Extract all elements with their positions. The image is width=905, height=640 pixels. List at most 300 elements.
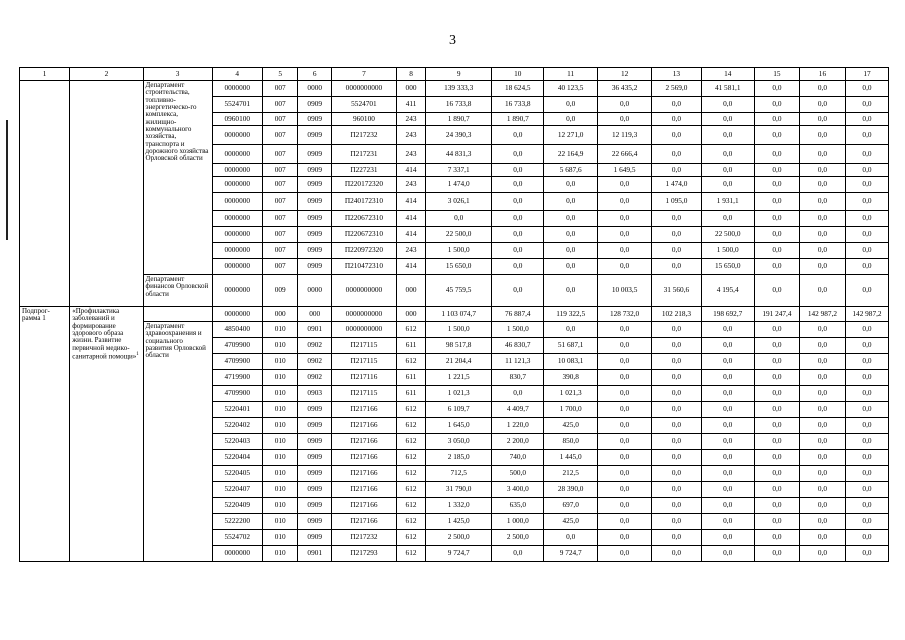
data-cell: 0000000 [212,243,262,259]
program-title-cell [70,81,143,307]
data-cell: 007 [262,126,298,145]
data-cell: 0000000 [212,307,262,322]
data-cell: 0909 [298,177,332,193]
data-cell: 22 500,0 [701,227,754,243]
data-cell: 0,0 [701,370,754,386]
data-cell: 611 [396,386,425,402]
data-cell: 007 [262,243,298,259]
data-cell: 010 [262,418,298,434]
data-cell: 0,0 [652,227,701,243]
data-cell: 0,0 [754,81,799,97]
column-number-header: 12 [597,68,651,81]
data-cell: 0,0 [754,450,799,466]
data-cell: 0,0 [845,482,888,498]
data-cell: 1 931,1 [701,193,754,211]
data-cell: 0,0 [597,338,651,354]
data-cell: 010 [262,530,298,546]
data-cell: 0,0 [597,386,651,402]
data-cell: 0,0 [845,354,888,370]
data-cell: 0,0 [652,402,701,418]
data-cell: 0,0 [701,211,754,227]
data-cell: 4709900 [212,338,262,354]
data-cell: 0,0 [652,164,701,177]
data-cell: 0,0 [544,211,597,227]
table-row [20,81,889,97]
column-number-header: 17 [845,68,888,81]
data-cell: 1 649,5 [597,164,651,177]
data-cell: 3 050,0 [426,434,492,450]
column-number-header: 3 [143,68,212,81]
data-cell: 0000000 [212,275,262,307]
data-cell: 0,0 [597,193,651,211]
data-cell: 1 474,0 [652,177,701,193]
data-cell: 1 000,0 [492,514,544,530]
data-cell: 411 [396,97,425,113]
data-cell: 1 500,0 [426,243,492,259]
data-cell: П217166 [331,466,396,482]
data-cell: 612 [396,514,425,530]
data-cell: 007 [262,177,298,193]
data-cell: 0,0 [845,530,888,546]
data-cell: 0,0 [492,546,544,562]
data-cell: 0,0 [597,498,651,514]
data-cell: 0,0 [597,514,651,530]
data-cell: 010 [262,402,298,418]
data-cell: 0902 [298,370,332,386]
data-cell: 15 650,0 [426,259,492,275]
data-cell: 0,0 [799,81,845,97]
data-cell: 0,0 [652,418,701,434]
column-number-header: 10 [492,68,544,81]
data-cell: 010 [262,434,298,450]
data-cell: 010 [262,498,298,514]
data-cell: 0,0 [845,177,888,193]
data-cell: 0,0 [597,482,651,498]
data-cell: 500,0 [492,466,544,482]
data-cell: 0909 [298,514,332,530]
data-cell: 0,0 [799,386,845,402]
data-cell: 142 987,2 [845,307,888,322]
data-cell: 0,0 [799,113,845,126]
data-cell: 1 890,7 [426,113,492,126]
data-cell: 0909 [298,418,332,434]
data-cell: 0,0 [799,243,845,259]
data-cell: 0,0 [845,193,888,211]
data-cell: 0909 [298,126,332,145]
data-cell: 2 500,0 [492,530,544,546]
data-cell: 0,0 [597,370,651,386]
data-cell: 24 390,3 [426,126,492,145]
department-cell: Департамент финансов Орловской области [143,275,212,307]
data-cell: 0902 [298,354,332,370]
data-cell: 0,0 [544,259,597,275]
department-cell: Департамент строительства, топливно-энергетическо-го комплекса, жилищно-коммунального хозяйства, транспорта и дорожного хозяйства Орловской области [143,81,212,275]
data-cell: 212,5 [544,466,597,482]
data-cell: 9 724,7 [544,546,597,562]
data-cell: 12 119,3 [597,126,651,145]
data-cell: 0,0 [799,227,845,243]
data-cell: 0,0 [799,402,845,418]
data-cell: 0,0 [701,354,754,370]
data-cell: 0,0 [754,386,799,402]
data-cell: 007 [262,164,298,177]
data-cell: 10 003,5 [597,275,651,307]
data-cell: 612 [396,450,425,466]
data-cell: 0,0 [799,97,845,113]
data-cell: 0000000 [212,164,262,177]
data-cell: 4850400 [212,322,262,338]
data-cell: П217115 [331,354,396,370]
data-cell: 0,0 [845,227,888,243]
data-cell: 1 332,0 [426,498,492,514]
data-cell: 22 666,4 [597,145,651,164]
data-cell: 000 [298,307,332,322]
data-cell: 0,0 [799,514,845,530]
data-cell: 0,0 [845,434,888,450]
data-cell: 1 103 074,7 [426,307,492,322]
data-cell: 612 [396,530,425,546]
data-cell: 0,0 [845,81,888,97]
data-cell: 0,0 [754,227,799,243]
data-cell: 010 [262,514,298,530]
data-cell: 414 [396,259,425,275]
data-cell: 0,0 [544,243,597,259]
data-cell: 0,0 [799,211,845,227]
data-cell: 612 [396,466,425,482]
data-cell: 010 [262,466,298,482]
data-cell: 1 095,0 [652,193,701,211]
data-cell: 102 218,3 [652,307,701,322]
data-cell: 0,0 [845,275,888,307]
data-cell: 5524702 [212,530,262,546]
data-cell: 0,0 [652,338,701,354]
data-cell: 18 624,5 [492,81,544,97]
data-cell: 4 409,7 [492,402,544,418]
data-cell: 612 [396,402,425,418]
data-cell: 830,7 [492,370,544,386]
data-cell: П240172310 [331,193,396,211]
data-cell: 0909 [298,434,332,450]
data-cell: 0,0 [492,145,544,164]
data-cell: 0,0 [754,498,799,514]
data-cell: 0,0 [754,211,799,227]
data-cell: 0,0 [845,322,888,338]
data-cell: 0,0 [799,126,845,145]
data-cell: 0,0 [597,450,651,466]
data-cell: 0909 [298,402,332,418]
data-cell: 1 021,3 [426,386,492,402]
column-number-header: 15 [754,68,799,81]
data-cell: 0,0 [492,193,544,211]
data-cell: 1 500,0 [701,243,754,259]
data-cell: 0000000 [212,259,262,275]
data-cell: 0,0 [597,546,651,562]
data-cell: 0,0 [652,354,701,370]
data-cell: П217293 [331,546,396,562]
data-cell: 22 500,0 [426,227,492,243]
data-cell: 0,0 [492,227,544,243]
data-cell: 4719900 [212,370,262,386]
data-cell: 0,0 [754,370,799,386]
data-cell: 0,0 [845,514,888,530]
data-cell: 0,0 [597,243,651,259]
data-cell: 0,0 [701,482,754,498]
footnote-marker: 1 [136,352,139,358]
table-row [20,275,889,307]
data-cell: 0,0 [701,145,754,164]
data-cell: 0000 [298,81,332,97]
data-cell: 243 [396,126,425,145]
data-cell: 0,0 [799,498,845,514]
data-cell: 0,0 [754,193,799,211]
data-cell: 0,0 [597,97,651,113]
column-number-header: 6 [298,68,332,81]
data-cell: 0909 [298,530,332,546]
data-cell: 0,0 [754,354,799,370]
data-cell: 11 121,3 [492,354,544,370]
data-cell: 0909 [298,164,332,177]
department-cell: Департамент здравоохранения и социального развития Орловской области [143,322,212,562]
data-cell: 0,0 [701,402,754,418]
data-cell: 0,0 [544,177,597,193]
data-cell: 139 333,3 [426,81,492,97]
data-cell: 31 790,0 [426,482,492,498]
data-cell: 22 164,9 [544,145,597,164]
data-cell: 9 724,7 [426,546,492,562]
data-cell: 1 021,3 [544,386,597,402]
data-cell: П220672310 [331,211,396,227]
data-cell: 0,0 [799,530,845,546]
data-cell: 1 890,7 [492,113,544,126]
data-cell: 0,0 [492,177,544,193]
data-cell: 28 390,0 [544,482,597,498]
data-cell: 0909 [298,482,332,498]
data-cell: 0,0 [701,322,754,338]
data-cell: 0000000 [212,211,262,227]
data-cell: 0,0 [799,164,845,177]
data-cell: 0000000 [212,227,262,243]
data-cell: 0909 [298,227,332,243]
data-cell: 0,0 [701,450,754,466]
data-cell: 0,0 [652,113,701,126]
data-cell: 0,0 [701,177,754,193]
data-cell: 010 [262,546,298,562]
data-cell: 000 [262,307,298,322]
data-cell: 0,0 [652,211,701,227]
data-cell: 3 026,1 [426,193,492,211]
data-cell: 0,0 [701,546,754,562]
data-cell: 0,0 [597,434,651,450]
data-cell: 0909 [298,259,332,275]
data-cell: 5220405 [212,466,262,482]
data-cell: 0,0 [799,259,845,275]
data-cell: 0,0 [492,275,544,307]
data-cell: 0,0 [544,227,597,243]
data-cell: 0000000000 [331,81,396,97]
data-cell: 0,0 [799,466,845,482]
data-cell: 5524701 [212,97,262,113]
data-cell: 0000000000 [331,307,396,322]
data-cell: 414 [396,164,425,177]
data-cell: 0,0 [754,530,799,546]
data-cell: 0,0 [652,370,701,386]
data-cell: 612 [396,482,425,498]
data-cell: 425,0 [544,418,597,434]
data-cell: 0,0 [845,450,888,466]
data-cell: 0,0 [799,193,845,211]
data-cell: 007 [262,145,298,164]
data-cell: 007 [262,113,298,126]
data-cell: 12 271,0 [544,126,597,145]
data-cell: 0000000 [212,145,262,164]
data-cell: 0,0 [754,243,799,259]
data-cell: 425,0 [544,514,597,530]
data-cell: 0,0 [544,193,597,211]
data-cell: 4709900 [212,386,262,402]
data-cell: 0,0 [597,113,651,126]
data-cell: П210472310 [331,259,396,275]
data-cell: 0909 [298,113,332,126]
data-cell: П220172320 [331,177,396,193]
data-cell: 5524701 [331,97,396,113]
data-cell: 0,0 [845,402,888,418]
page-number: 3 [449,33,456,48]
data-cell: 76 887,4 [492,307,544,322]
data-cell: 010 [262,450,298,466]
data-cell: П217166 [331,418,396,434]
data-cell: П217166 [331,498,396,514]
data-cell: 5220401 [212,402,262,418]
data-cell: 0,0 [754,482,799,498]
data-cell: 243 [396,177,425,193]
data-cell: П217166 [331,482,396,498]
data-cell: 119 322,5 [544,307,597,322]
data-cell: П220972320 [331,243,396,259]
data-cell: 010 [262,354,298,370]
data-cell: П217166 [331,434,396,450]
data-cell: 0,0 [754,402,799,418]
data-cell: 712,5 [426,466,492,482]
data-cell: 611 [396,338,425,354]
data-cell: П227231 [331,164,396,177]
data-cell: 0,0 [597,227,651,243]
data-cell: 0,0 [652,97,701,113]
column-number-header: 16 [799,68,845,81]
data-cell: 10 083,1 [544,354,597,370]
data-cell: 0,0 [845,97,888,113]
data-cell: 0,0 [652,546,701,562]
data-cell: 0000000000 [331,322,396,338]
data-cell: 7 337,1 [426,164,492,177]
data-cell: 31 560,6 [652,275,701,307]
column-number-header: 11 [544,68,597,81]
column-number-header: 7 [331,68,396,81]
data-cell: 0,0 [845,466,888,482]
data-cell: 0,0 [597,418,651,434]
data-cell: 46 830,7 [492,338,544,354]
data-cell: 243 [396,113,425,126]
data-cell: П217232 [331,126,396,145]
data-cell: 0,0 [845,338,888,354]
data-cell: П217166 [331,450,396,466]
program-title-cell: «Профилактика заболеваний и формирование здорового образа жизни. Развитие первичной медико-санитарной помощи»$^1$ [70,307,143,562]
data-cell: 0909 [298,450,332,466]
data-cell: П217115 [331,386,396,402]
data-cell: 0,0 [701,164,754,177]
data-cell: 0,0 [492,126,544,145]
data-cell: 0,0 [701,126,754,145]
data-cell: 16 733,8 [426,97,492,113]
data-cell: 0,0 [799,338,845,354]
data-cell: 0,0 [845,498,888,514]
data-cell: 0909 [298,466,332,482]
data-cell: 007 [262,97,298,113]
data-cell: 0,0 [597,402,651,418]
data-cell: 0,0 [652,498,701,514]
data-cell: 0,0 [701,466,754,482]
data-cell: 15 650,0 [701,259,754,275]
program-name-cell: Подпрог-рамма 1 [20,307,70,562]
data-cell: 0,0 [652,434,701,450]
program-name-cell [20,81,70,307]
data-cell: 611 [396,370,425,386]
data-cell: 0,0 [652,482,701,498]
data-cell: 0,0 [701,97,754,113]
data-cell: 45 759,5 [426,275,492,307]
data-cell: 0,0 [492,386,544,402]
data-cell: 243 [396,243,425,259]
data-cell: 0,0 [492,164,544,177]
data-cell: 0,0 [754,514,799,530]
data-cell: 2 200,0 [492,434,544,450]
data-cell: 5220404 [212,450,262,466]
table-row [20,307,889,322]
data-cell: 0,0 [754,338,799,354]
data-cell: 000 [396,275,425,307]
data-cell: 414 [396,211,425,227]
data-cell: 0,0 [652,145,701,164]
data-cell: 5 687,6 [544,164,597,177]
data-cell: 0909 [298,145,332,164]
data-cell: 1 645,0 [426,418,492,434]
data-cell: 0,0 [754,177,799,193]
data-cell: 0901 [298,322,332,338]
data-cell: 000 [396,307,425,322]
data-cell: 5220402 [212,418,262,434]
data-cell: П217231 [331,145,396,164]
data-cell: 0000000 [212,546,262,562]
data-cell: 2 500,0 [426,530,492,546]
data-cell: 51 687,1 [544,338,597,354]
data-cell: 0,0 [544,113,597,126]
data-cell: П217232 [331,530,396,546]
data-cell: 0909 [298,193,332,211]
data-cell: 0000000000 [331,275,396,307]
data-cell: 612 [396,354,425,370]
data-cell: 010 [262,370,298,386]
data-cell: 0,0 [845,418,888,434]
data-cell: 0,0 [799,177,845,193]
data-cell: 4709900 [212,354,262,370]
data-cell: 0,0 [845,145,888,164]
data-cell: 0,0 [492,243,544,259]
data-cell: 0,0 [544,322,597,338]
data-cell: 0,0 [845,211,888,227]
data-cell: 0,0 [799,370,845,386]
data-cell: 0000000 [212,81,262,97]
data-cell: 0,0 [754,322,799,338]
data-cell: 0000000 [212,177,262,193]
